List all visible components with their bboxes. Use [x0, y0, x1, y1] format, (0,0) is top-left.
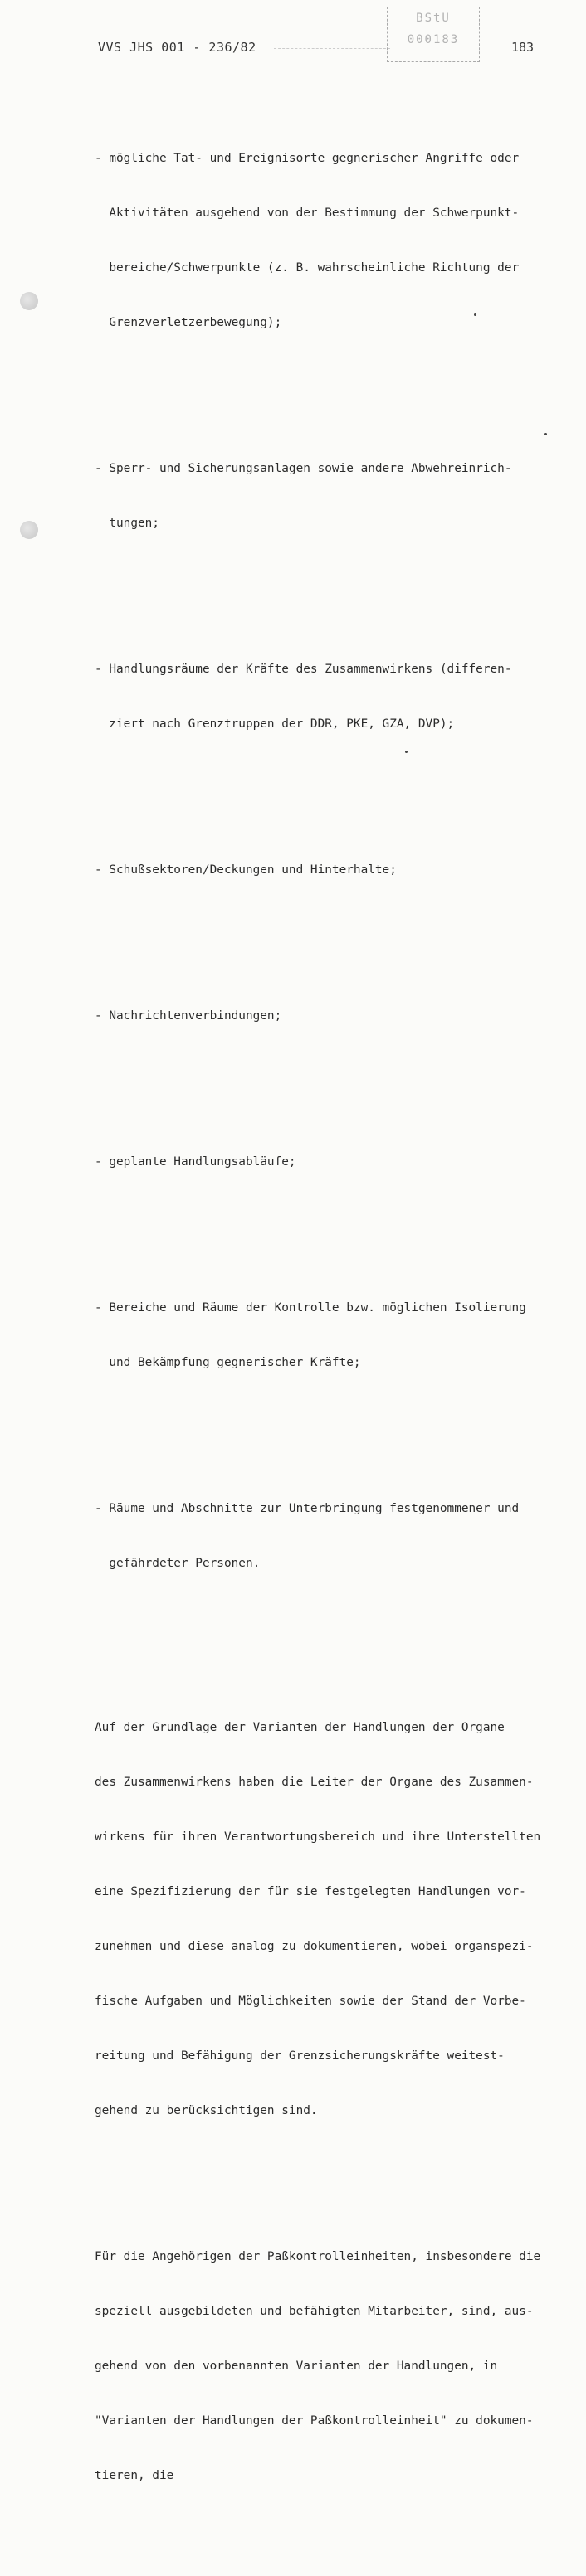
- text-line: wirkens für ihren Verantwortungsbereich und ihre Unterstellten: [95, 1830, 541, 1844]
- text-line: und Bekämpfung gegnerischer Kräfte;: [95, 1356, 361, 1369]
- text-line: - Schußsektoren/Deckungen und Hinterhalte;: [95, 863, 397, 877]
- list-item: [95, 624, 559, 770]
- list-item: [95, 423, 559, 569]
- text-line: - Handlungsräume der Kräfte des Zusammenwirkens (differen-: [95, 663, 512, 676]
- stamp-line-1: BStU: [416, 12, 451, 25]
- text-line: - Nachrichtenverbindungen;: [95, 1009, 282, 1023]
- text-line: ziert nach Grenztruppen der DDR, PKE, GZA, DVP);: [95, 717, 455, 731]
- text-line: bereiche/Schwerpunkte (z. B. wahrscheinliche Richtung der: [95, 261, 520, 275]
- text-line: Für die Angehörigen der Paßkontrolleinheiten, insbesondere die: [95, 2250, 541, 2263]
- list-item: [95, 1262, 559, 1408]
- archive-stamp: [387, 7, 480, 62]
- list-item: [95, 113, 559, 368]
- text-line: - Bereiche und Räume der Kontrolle bzw. möglichen Isolierung: [95, 1301, 526, 1315]
- text-line: "Varianten der Handlungen der Paßkontrolleinheit" zu dokumen-: [95, 2414, 534, 2428]
- text-line: - Räume und Abschnitte zur Unterbringung festgenommener und: [95, 1502, 520, 1515]
- text-line: gefährdeter Personen.: [95, 1557, 261, 1570]
- document-reference: VVS JHS 001 - 236/82: [98, 40, 256, 55]
- text-line: eine Spezifizierung der für sie festgelegten Handlungen vor-: [95, 1885, 526, 1898]
- text-line: - geplante Handlungsabläufe;: [95, 1155, 296, 1169]
- paragraph: [95, 1682, 559, 2156]
- text-line: zunehmen und diese analog zu dokumentieren, wobei organspezi-: [95, 1940, 534, 1953]
- list-item: [95, 824, 559, 916]
- punch-hole: [20, 521, 38, 539]
- text-line: des Zusammenwirkens haben die Leiter der Organe des Zusammen-: [95, 1776, 534, 1789]
- text-line: Grenzverletzerbewegung);: [95, 316, 282, 329]
- text-line: speziell ausgebildeten und befähigten Mitarbeiter, sind, aus-: [95, 2305, 534, 2318]
- paragraph: [95, 2211, 559, 2521]
- text-line: reitung und Befähigung der Grenzsicherungskräfte weitest-: [95, 2049, 505, 2063]
- text-line: Auf der Grundlage der Varianten der Handlungen der Organe: [95, 1721, 505, 1734]
- list-item: [95, 1463, 559, 1609]
- stamp-line-2: 000183: [407, 33, 460, 46]
- text-line: - Sperr- und Sicherungsanlagen sowie andere Abwehreinrich-: [95, 462, 512, 475]
- page-number: 183: [511, 40, 535, 55]
- list-item: [95, 1116, 559, 1208]
- document-body: [95, 76, 559, 2576]
- text-line: Aktivitäten ausgehend von der Bestimmung der Schwerpunkt-: [95, 207, 520, 220]
- text-line: tungen;: [95, 517, 159, 530]
- text-line: - mögliche Tat- und Ereignisorte gegnerischer Angriffe oder: [95, 152, 520, 165]
- text-line: gehend zu berücksichtigen sind.: [95, 2104, 318, 2117]
- text-line: tieren, die: [95, 2469, 174, 2482]
- header-rule: [274, 48, 390, 49]
- text-line: gehend von den vorbenannten Varianten der Handlungen, in: [95, 2360, 498, 2373]
- text-line: fische Aufgaben und Möglichkeiten sowie der Stand der Vorbe-: [95, 1995, 526, 2008]
- punch-hole: [20, 292, 38, 310]
- list-item: [95, 970, 559, 1062]
